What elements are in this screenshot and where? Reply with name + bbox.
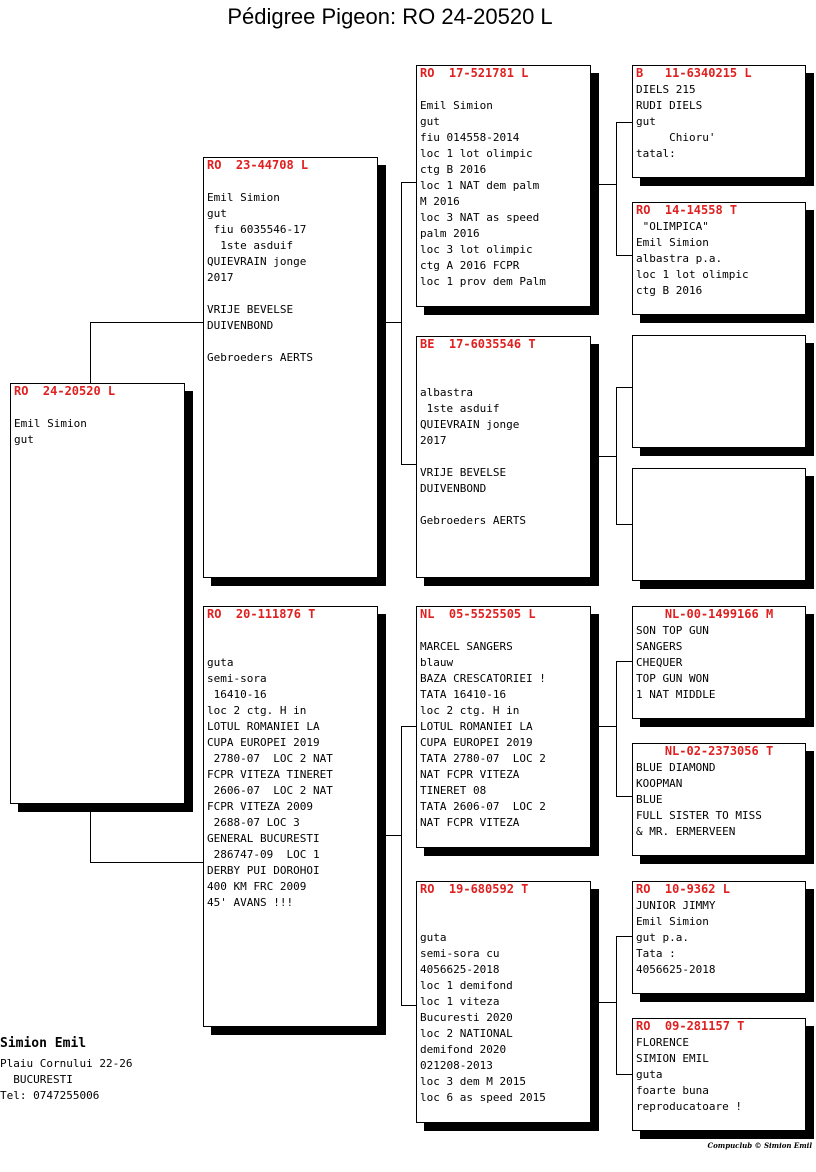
detail-line: Gebroeders AERTS (420, 514, 526, 527)
detail-line: tatal: (636, 147, 676, 160)
detail-line: ctg B 2016 (420, 163, 487, 176)
detail-line: 45' AVANS !!! (207, 896, 294, 909)
detail-line: ctg B 2016 (636, 284, 703, 297)
connector (90, 322, 91, 384)
detail-line: TINERET 08 (420, 784, 487, 797)
detail-line: FCPR VITEZA TINERET (207, 768, 333, 781)
connector (616, 387, 633, 388)
detail-line (420, 449, 587, 465)
detail-line (420, 497, 587, 513)
detail-line: 286747-09 LOC 1 (207, 848, 320, 861)
detail-line: 1 NAT MIDDLE (636, 688, 716, 701)
detail-line: guta (207, 656, 234, 669)
connector (616, 122, 617, 255)
pigeon-card-dam[interactable] (203, 606, 378, 1027)
detail-line: QUIEVRAIN jonge (207, 255, 307, 268)
detail-line: reproducatoare ! (636, 1100, 742, 1113)
detail-line: loc 1 NAT dem palm (420, 179, 540, 192)
connector (616, 122, 633, 123)
detail-line: gut (14, 433, 34, 446)
detail-line: demifond 2020 (420, 1043, 507, 1056)
pigeon-card-dds[interactable] (632, 881, 806, 994)
pigeon-card-sss[interactable] (632, 65, 806, 178)
pigeon-details (636, 219, 802, 299)
pigeon-details (636, 623, 802, 703)
detail-line: CHEQUER (636, 656, 683, 669)
detail-line: MARCEL SANGERS (420, 640, 513, 653)
detail-line: TATA 2780-07 LOC 2 (420, 752, 546, 765)
detail-line: DIELS 215 (636, 83, 696, 96)
connector (616, 524, 633, 525)
detail-line: LOTUL ROMANIEI LA (207, 720, 320, 733)
owner-name: Simion Emil (0, 1036, 87, 1051)
detail-line: Emil Simion (636, 236, 709, 249)
detail-line: gut (636, 115, 656, 128)
connector (377, 322, 401, 323)
detail-line: VRIJE BEVELSE (207, 303, 294, 316)
detail-line: fiu 6035546-17 (207, 223, 307, 236)
connector (590, 456, 616, 457)
detail-line: NAT FCPR VITEZA (420, 816, 520, 829)
detail-line: loc 1 lot olimpic (636, 268, 749, 281)
pigeon-details (207, 655, 374, 911)
detail-line: SON TOP GUN (636, 624, 709, 637)
connector (90, 862, 204, 863)
detail-line: 1ste asduif (420, 402, 500, 415)
ring-number: RO 10-9362 L (636, 882, 730, 896)
connector (401, 182, 417, 183)
detail-line: 2780-07 LOC 2 NAT (207, 752, 333, 765)
ring-number: RO 09-281157 T (636, 1019, 745, 1033)
detail-line: Bucuresti 2020 (420, 1011, 513, 1024)
connector (616, 661, 617, 796)
detail-line (207, 286, 374, 302)
connector (377, 835, 401, 836)
detail-line: loc 1 lot olimpic (420, 147, 533, 160)
detail-line: BLUE (636, 793, 663, 806)
detail-line: semi-sora cu (420, 947, 500, 960)
detail-line: RUDI DIELS (636, 99, 703, 112)
detail-line: TATA 16410-16 (420, 688, 507, 701)
detail-line: loc 1 demifond (420, 979, 513, 992)
ring-number: RO 19-680592 T (420, 882, 529, 896)
pigeon-details (636, 898, 802, 978)
pigeon-card-sire-sire[interactable] (416, 65, 591, 307)
detail-line: loc 2 ctg. H in (207, 704, 307, 717)
detail-line: albastra p.a. (636, 252, 723, 265)
detail-line: gut (207, 207, 227, 220)
connector (90, 322, 204, 323)
detail-line: DERBY PUI DOROHOI (207, 864, 320, 877)
detail-line: QUIEVRAIN jonge (420, 418, 520, 431)
pigeon-details (420, 98, 587, 290)
detail-line: BLUE DIAMOND (636, 761, 716, 774)
detail-line: VRIJE BEVELSE (420, 466, 507, 479)
detail-line: Tata : (636, 947, 676, 960)
pigeon-card-sire[interactable] (203, 157, 378, 578)
detail-line: loc 3 dem M 2015 (420, 1075, 526, 1088)
detail-line: 021208-2013 (420, 1059, 493, 1072)
detail-line: semi-sora (207, 672, 267, 685)
pigeon-card-dss[interactable] (632, 606, 806, 719)
detail-line: BAZA CRESCATORIEI ! (420, 672, 546, 685)
detail-line: Emil Simion (207, 191, 280, 204)
page-title: Pédigree Pigeon: RO 24-20520 L (227, 4, 553, 29)
ring-number: RO 14-14558 T (636, 203, 738, 217)
detail-line: FLORENCE (636, 1036, 689, 1049)
detail-line: "OLIMPICA" (636, 220, 709, 233)
detail-line: loc 2 ctg. H in (420, 704, 520, 717)
pigeon-details (636, 760, 802, 840)
detail-line: 2606-07 LOC 2 NAT (207, 784, 333, 797)
pigeon-card-dam-dam[interactable] (416, 881, 591, 1123)
detail-line: TOP GUN WON (636, 672, 709, 685)
detail-line: 1ste asduif (207, 239, 294, 252)
software-credit: Compuclub © Simion Emil (707, 1141, 812, 1150)
pigeon-card-dam-sire[interactable] (416, 606, 591, 848)
connector (401, 726, 402, 1006)
pigeon-details (420, 639, 587, 831)
pigeon-card-sds[interactable] (632, 335, 806, 448)
detail-line: ctg A 2016 FCPR (420, 259, 520, 272)
connector (616, 796, 633, 797)
detail-line: & MR. ERMERVEEN (636, 825, 736, 838)
ring-number: RO 17-521781 L (420, 66, 529, 80)
owner-city: BUCURESTI (0, 1073, 73, 1086)
pigeon-details (636, 82, 802, 162)
connector (616, 387, 617, 524)
connector (590, 1002, 616, 1003)
connector (616, 1074, 633, 1075)
detail-line: gut p.a. (636, 931, 689, 944)
connector (616, 936, 617, 1074)
pigeon-card-ddd[interactable] (632, 1018, 806, 1131)
ring-number: NL 05-5525505 L (420, 607, 536, 621)
owner-info (0, 1036, 132, 1104)
detail-line: 2017 (420, 434, 447, 447)
detail-line: M 2016 (420, 195, 460, 208)
ring-number: RO 24-20520 L (14, 384, 116, 398)
detail-line: blauw (420, 656, 454, 669)
detail-line: DUIVENBOND (420, 482, 487, 495)
detail-line: SANGERS (636, 640, 683, 653)
pigeon-details (207, 190, 374, 366)
detail-line: palm 2016 (420, 227, 480, 240)
pigeon-card-sire-dam[interactable] (416, 336, 591, 578)
connector (401, 464, 417, 465)
detail-line (207, 334, 374, 350)
detail-line: Emil Simion (636, 915, 709, 928)
detail-line: loc 1 viteza (420, 995, 500, 1008)
detail-line: Chioru' (636, 131, 716, 144)
pigeon-details (636, 1035, 802, 1115)
detail-line: foarte buna (636, 1084, 709, 1097)
detail-line: loc 3 NAT as speed (420, 211, 540, 224)
connector (401, 1005, 417, 1006)
detail-line: TATA 2606-07 LOC 2 (420, 800, 546, 813)
detail-line: 2017 (207, 271, 234, 284)
detail-line: LOTUL ROMANIEI LA (420, 720, 533, 733)
pigeon-details (420, 930, 587, 1106)
connector (590, 184, 616, 185)
ring-number: NL-00-1499166 M (664, 607, 774, 621)
detail-line: JUNIOR JIMMY (636, 899, 716, 912)
ring-number: BE 17-6035546 T (420, 337, 536, 351)
detail-line: CUPA EUROPEI 2019 (420, 736, 533, 749)
detail-line: Emil Simion (14, 417, 87, 430)
detail-line: guta (636, 1068, 663, 1081)
detail-line: Emil Simion (420, 99, 493, 112)
owner-address: Plaiu Cornului 22-26 (0, 1057, 133, 1070)
connector (616, 936, 633, 937)
detail-line: 400 KM FRC 2009 (207, 880, 307, 893)
detail-line: loc 3 lot olimpic (420, 243, 533, 256)
detail-line: 2688-07 LOC 3 (207, 816, 300, 829)
connector (401, 182, 402, 464)
detail-line: guta (420, 931, 447, 944)
pigeon-card-dsd[interactable] (632, 743, 806, 856)
detail-line: gut (420, 115, 440, 128)
ring-number: B 11-6340215 L (636, 66, 752, 80)
detail-line: FCPR VITEZA 2009 (207, 800, 313, 813)
detail-line: KOOPMAN (636, 777, 683, 790)
ring-number: RO 20-111876 T (207, 607, 316, 621)
pigeon-card-ssd[interactable] (632, 202, 806, 315)
detail-line: 4056625-2018 (636, 963, 716, 976)
detail-line: SIMION EMIL (636, 1052, 709, 1065)
detail-line: 16410-16 (207, 688, 267, 701)
detail-line: albastra (420, 386, 473, 399)
detail-line: Gebroeders AERTS (207, 351, 313, 364)
connector (90, 806, 91, 863)
owner-phone: Tel: 0747255006 (0, 1089, 100, 1102)
pigeon-details (14, 416, 181, 448)
detail-line: loc 6 as speed 2015 (420, 1091, 546, 1104)
detail-line: 4056625-2018 (420, 963, 500, 976)
connector (616, 255, 633, 256)
detail-line: FULL SISTER TO MISS (636, 809, 762, 822)
detail-line: CUPA EUROPEI 2019 (207, 736, 320, 749)
detail-line: GENERAL BUCURESTI (207, 832, 320, 845)
detail-line: loc 2 NATIONAL (420, 1027, 513, 1040)
detail-line: fiu 014558-2014 (420, 131, 520, 144)
connector (616, 661, 633, 662)
ring-number: RO 23-44708 L (207, 158, 309, 172)
pigeon-card-subject[interactable] (10, 383, 185, 804)
detail-line: NAT FCPR VITEZA (420, 768, 520, 781)
pigeon-details (420, 385, 587, 529)
pigeon-card-sdd[interactable] (632, 468, 806, 581)
detail-line: DUIVENBOND (207, 319, 274, 332)
ring-number: NL-02-2373056 T (664, 744, 774, 758)
connector (401, 726, 417, 727)
connector (590, 726, 616, 727)
detail-line: loc 1 prov dem Palm (420, 275, 546, 288)
